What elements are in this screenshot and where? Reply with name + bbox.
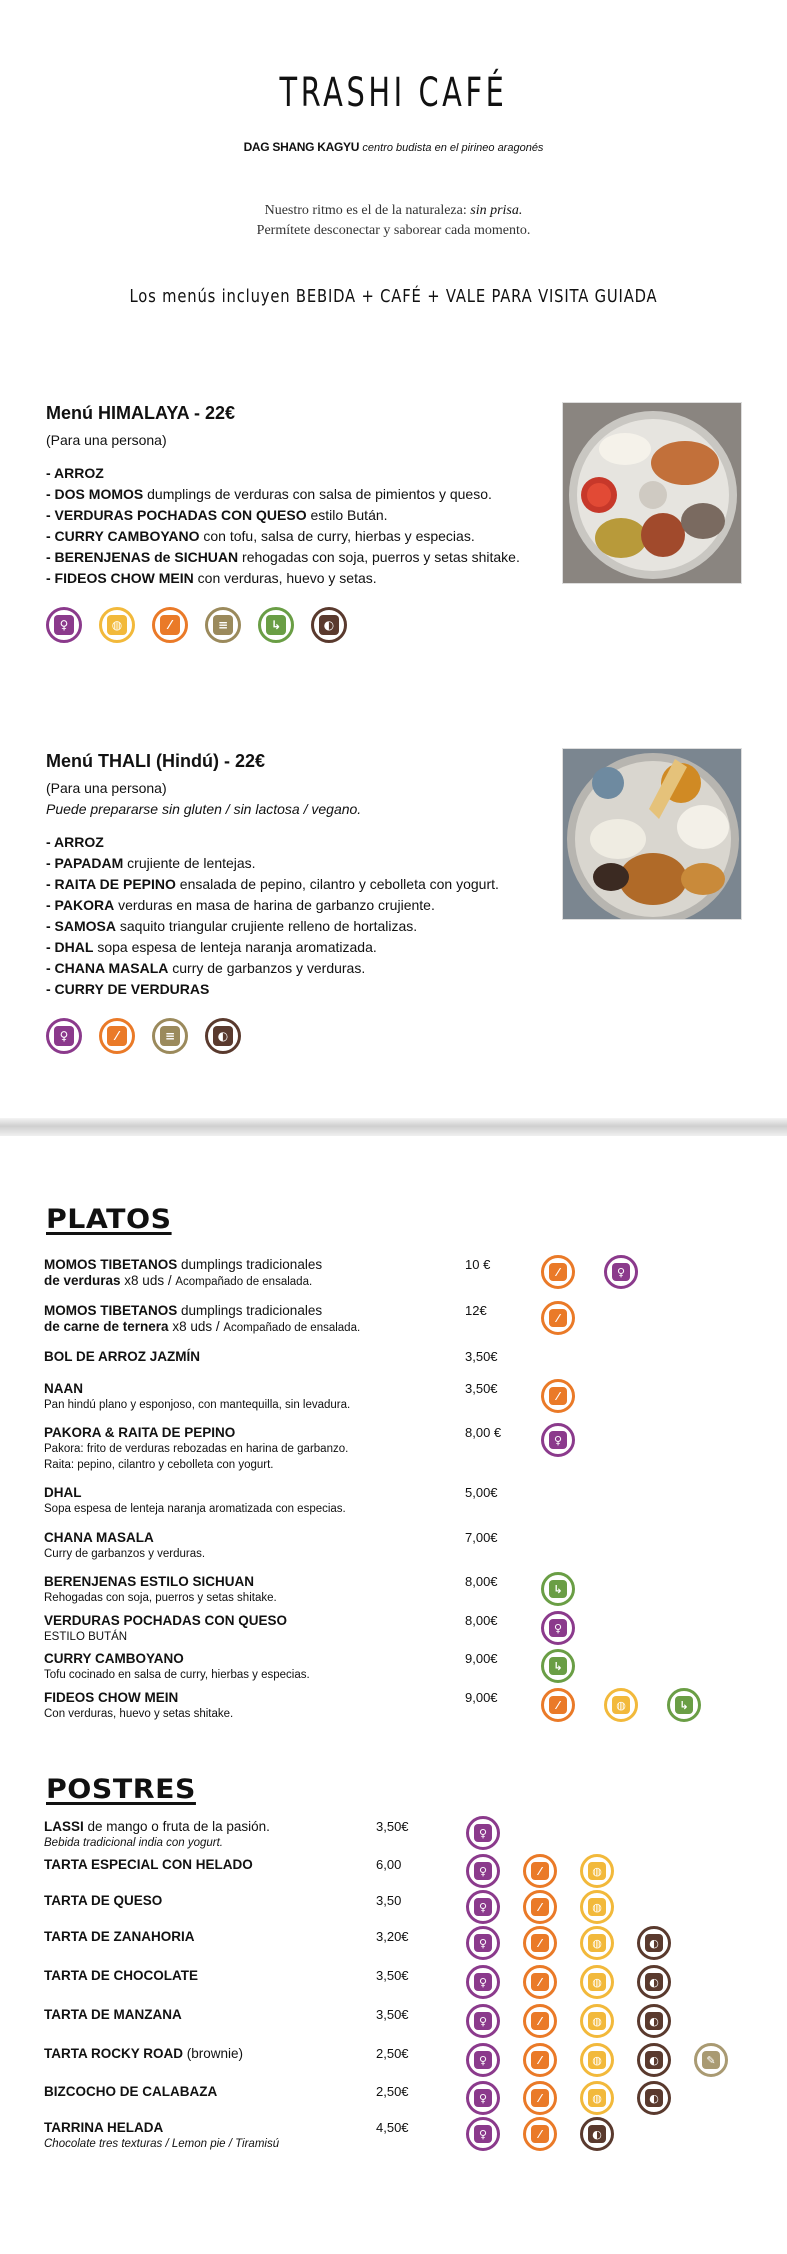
page-title: TRASHI CAFÉ xyxy=(279,70,508,116)
postre-name-rest: de mango o fruta de la pasión. xyxy=(83,1819,270,1834)
platos-title: PLATOS xyxy=(46,1204,172,1235)
menu-item xyxy=(46,463,566,484)
menu-himalaya-note: (Para una persona) xyxy=(46,432,167,448)
allergen-brown-icon: ◐ xyxy=(637,2004,671,2038)
allergen-yellow-icon: ◍ xyxy=(580,1890,614,1924)
menu-item-name: - CHANA MASALA xyxy=(46,960,169,976)
postre-allergens xyxy=(466,1965,671,1999)
plato-name: PAKORA & RAITA DE PEPINO xyxy=(44,1425,236,1440)
menu-item-name: - BERENJENAS de SICHUAN xyxy=(46,549,239,565)
allergen-purple-icon: ♀ xyxy=(541,1423,575,1457)
menu-item-name: - ARROZ xyxy=(46,465,104,481)
menu-thali-note-italic: Puede prepararse sin gluten / sin lactosa / vegano. xyxy=(46,801,362,817)
plato-name-line2: de verduras xyxy=(44,1273,121,1288)
plato-name: VERDURAS POCHADAS CON QUESO xyxy=(44,1613,288,1628)
postre-name: TARTA DE MANZANA xyxy=(44,2007,182,2022)
subtitle-italic: centro budista en el pirineo aragonés xyxy=(362,142,544,154)
plato-name-rest: dumplings tradicionales xyxy=(177,1303,323,1318)
allergen-orange-icon: ⁄ xyxy=(541,1255,575,1289)
allergen-purple-icon: ♀ xyxy=(46,607,82,643)
plato-desc: ESTILO BUTÁN xyxy=(44,1631,128,1643)
menu-item xyxy=(46,832,586,853)
plato-price: 12€ xyxy=(465,1303,487,1318)
plato-row xyxy=(44,1349,200,1365)
postre-desc: Chocolate tres texturas / Lemon pie / Tiramisú xyxy=(44,2138,280,2150)
menu-item xyxy=(46,568,566,589)
menu-himalaya-badges xyxy=(46,607,566,643)
allergen-yellow-icon: ◍ xyxy=(580,1926,614,1960)
menu-item-desc: saquito triangular crujiente relleno de hortalizas. xyxy=(116,918,418,934)
postre-name: TARTA ROCKY ROAD xyxy=(44,2046,183,2061)
motto-line2: Permítete desconectar y saborear cada momento. xyxy=(256,223,531,238)
allergen-brown-icon: ◐ xyxy=(637,2081,671,2115)
menu-includes-note xyxy=(71,286,716,307)
plato-price: 8,00€ xyxy=(465,1613,498,1628)
allergen-khaki-icon: ✎ xyxy=(694,2043,728,2077)
plato-price: 9,00€ xyxy=(465,1651,498,1666)
postre-name: TARTA DE ZANAHORIA xyxy=(44,1929,195,1944)
menu-item xyxy=(46,505,566,526)
plato-name: FIDEOS CHOW MEIN xyxy=(44,1690,179,1705)
menu-item xyxy=(46,958,586,979)
allergen-tan-icon: ≡ xyxy=(205,607,241,643)
plato-name: DHAL xyxy=(44,1485,82,1500)
plato-row xyxy=(44,1257,322,1290)
plato-allergens xyxy=(541,1688,701,1722)
plato-allergens xyxy=(541,1379,575,1413)
menu-item xyxy=(46,979,586,1000)
plato-allergens xyxy=(541,1572,575,1606)
allergen-green-icon: ↳ xyxy=(667,1688,701,1722)
menu-himalaya-title: Menú HIMALAYA - 22€ xyxy=(46,403,236,423)
allergen-orange-icon: ⁄ xyxy=(523,1890,557,1924)
allergen-yellow-icon: ◍ xyxy=(580,1965,614,1999)
menu-item xyxy=(46,484,566,505)
allergen-brown-icon: ◐ xyxy=(311,607,347,643)
plato-row xyxy=(44,1485,346,1517)
allergen-orange-icon: ⁄ xyxy=(541,1379,575,1413)
allergen-purple-icon: ♀ xyxy=(466,2081,500,2115)
subtitle-bold: DAG SHANG KAGYU xyxy=(243,140,360,154)
allergen-orange-icon: ⁄ xyxy=(523,1926,557,1960)
motto xyxy=(0,201,787,241)
allergen-orange-icon: ⁄ xyxy=(541,1301,575,1335)
plato-name: NAAN xyxy=(44,1381,83,1396)
plato-side: Acompañado de ensalada. xyxy=(223,1322,361,1334)
allergen-tan-icon: ≡ xyxy=(152,1018,188,1054)
plato-row xyxy=(44,1574,277,1606)
postre-allergens xyxy=(466,2043,728,2077)
menu-thali xyxy=(46,748,586,1054)
allergen-brown-icon: ◐ xyxy=(637,2043,671,2077)
allergen-yellow-icon: ◍ xyxy=(580,1854,614,1888)
plato-desc: Rehogadas con soja, puerros y setas shitake. xyxy=(44,1592,277,1604)
allergen-purple-icon: ♀ xyxy=(541,1611,575,1645)
postre-price: 6,00 xyxy=(376,1857,402,1872)
menu-item-name: - CURRY DE VERDURAS xyxy=(46,981,210,997)
plato-qty: x8 uds / xyxy=(120,1273,176,1288)
plato-name: CHANA MASALA xyxy=(44,1530,154,1545)
plato-price: 3,50€ xyxy=(465,1381,498,1396)
postre-row xyxy=(44,2084,217,2100)
postre-name: TARTA DE QUESO xyxy=(44,1893,163,1908)
plato-row xyxy=(44,1651,310,1683)
allergen-purple-icon: ♀ xyxy=(466,1854,500,1888)
postre-price: 2,50€ xyxy=(376,2046,409,2061)
plato-name-rest: dumplings tradicionales xyxy=(177,1257,323,1272)
postre-name: BIZCOCHO DE CALABAZA xyxy=(44,2084,218,2099)
allergen-yellow-icon: ◍ xyxy=(99,607,135,643)
plato-allergens xyxy=(541,1649,575,1683)
plato-name: CURRY CAMBOYANO xyxy=(44,1651,184,1666)
plato-price: 7,00€ xyxy=(465,1530,498,1545)
menu-item-desc: rehogadas con soja, puerros y setas shitake. xyxy=(238,549,520,565)
plato-name-line2: de carne de ternera xyxy=(44,1319,169,1334)
plato-desc: Tofu cocinado en salsa de curry, hierbas y especias. xyxy=(44,1669,310,1681)
postre-price: 2,50€ xyxy=(376,2084,409,2099)
plato-name: MOMOS TIBETANOS xyxy=(44,1303,178,1318)
menu-item-name: - FIDEOS CHOW MEIN xyxy=(46,570,194,586)
plato-row xyxy=(44,1303,360,1336)
page-subtitle xyxy=(0,140,787,154)
postre-allergens xyxy=(466,2004,671,2038)
allergen-green-icon: ↳ xyxy=(541,1572,575,1606)
allergen-brown-icon: ◐ xyxy=(580,2117,614,2151)
allergen-orange-icon: ⁄ xyxy=(99,1018,135,1054)
plato-price: 8,00 € xyxy=(465,1425,502,1440)
postre-price: 3,50€ xyxy=(376,1819,409,1834)
menu-item-desc: dumplings de verduras con salsa de pimientos y queso. xyxy=(143,486,492,502)
plato-price: 3,50€ xyxy=(465,1349,498,1364)
postre-allergens xyxy=(466,1816,500,1850)
allergen-purple-icon: ♀ xyxy=(466,2043,500,2077)
menu-item xyxy=(46,895,586,916)
plato-row xyxy=(44,1530,205,1562)
postre-price: 3,50€ xyxy=(376,2007,409,2022)
menu-item-desc: crujiente de lentejas. xyxy=(123,855,256,871)
postre-desc: Bebida tradicional india con yogurt. xyxy=(44,1837,224,1849)
menu-item-name: - DHAL xyxy=(46,939,94,955)
plato-name: BERENJENAS ESTILO SICHUAN xyxy=(44,1574,255,1589)
postre-row xyxy=(44,1968,198,1984)
plato-desc: Pakora: frito de verduras rebozadas en harina de garbanzo. xyxy=(44,1443,349,1455)
menu-item-desc: estilo Bután. xyxy=(306,507,388,523)
allergen-purple-icon: ♀ xyxy=(46,1018,82,1054)
menu-item-desc: curry de garbanzos y verduras. xyxy=(168,960,366,976)
menu-thali-badges xyxy=(46,1018,586,1054)
menu-item xyxy=(46,526,566,547)
plato-allergens xyxy=(541,1301,575,1335)
allergen-orange-icon: ⁄ xyxy=(523,1965,557,1999)
menu-item xyxy=(46,937,586,958)
postre-row xyxy=(44,1819,270,1851)
plato-row xyxy=(44,1690,233,1722)
menu-item xyxy=(46,874,586,895)
motto-line1-a: Nuestro ritmo es el de la naturaleza: xyxy=(264,203,467,218)
postre-name: TARRINA HELADA xyxy=(44,2120,164,2135)
menu-thali-note: (Para una persona) xyxy=(46,780,167,796)
allergen-orange-icon: ⁄ xyxy=(523,2043,557,2077)
allergen-yellow-icon: ◍ xyxy=(580,2081,614,2115)
menu-item xyxy=(46,547,566,568)
menu-item-name: - PAPADAM xyxy=(46,855,124,871)
menu-item-desc: verduras en masa de harina de garbanzo crujiente. xyxy=(114,897,435,913)
menu-item-desc: con verduras, huevo y setas. xyxy=(193,570,377,586)
menu-himalaya-photo xyxy=(562,402,742,584)
menu-item-desc: con tofu, salsa de curry, hierbas y especias. xyxy=(199,528,475,544)
allergen-orange-icon: ⁄ xyxy=(523,2004,557,2038)
postres-title: POSTRES xyxy=(46,1774,196,1805)
plato-desc: Sopa espesa de lenteja naranja aromatizada con especias. xyxy=(44,1503,346,1515)
allergen-purple-icon: ♀ xyxy=(604,1255,638,1289)
postre-name-rest: (brownie) xyxy=(183,2046,244,2061)
plato-price: 9,00€ xyxy=(465,1690,498,1705)
menu-thali-photo xyxy=(562,748,742,920)
allergen-yellow-icon: ◍ xyxy=(604,1688,638,1722)
plato-allergens xyxy=(541,1255,638,1289)
allergen-orange-icon: ⁄ xyxy=(152,607,188,643)
postre-price: 3,50 xyxy=(376,1893,402,1908)
postre-allergens xyxy=(466,2117,614,2151)
menu-thali-items xyxy=(46,832,586,1000)
plato-qty: x8 uds / xyxy=(168,1319,224,1334)
postre-row xyxy=(44,1893,162,1909)
allergen-yellow-icon: ◍ xyxy=(580,2043,614,2077)
motto-line1-b: sin prisa. xyxy=(470,203,523,218)
plato-price: 10 € xyxy=(465,1257,491,1272)
plato-desc: Curry de garbanzos y verduras. xyxy=(44,1548,206,1560)
allergen-brown-icon: ◐ xyxy=(637,1965,671,1999)
plato-name: MOMOS TIBETANOS xyxy=(44,1257,178,1272)
menu-item-desc: sopa espesa de lenteja naranja aromatizada. xyxy=(93,939,377,955)
plato-allergens xyxy=(541,1423,575,1457)
postre-allergens xyxy=(466,1854,614,1888)
menu-item-name: - RAITA DE PEPINO xyxy=(46,876,176,892)
allergen-orange-icon: ⁄ xyxy=(523,2081,557,2115)
plato-row xyxy=(44,1381,350,1413)
postre-row xyxy=(44,2120,279,2152)
postre-price: 4,50€ xyxy=(376,2120,409,2135)
allergen-brown-icon: ◐ xyxy=(205,1018,241,1054)
allergen-orange-icon: ⁄ xyxy=(541,1688,575,1722)
postre-row xyxy=(44,1929,194,1945)
plato-side: Acompañado de ensalada. xyxy=(175,1276,313,1288)
section-divider xyxy=(0,1118,787,1136)
postre-allergens xyxy=(466,2081,671,2115)
plato-desc: Pan hindú plano y esponjoso, con mantequilla, sin levadura. xyxy=(44,1399,351,1411)
menu-item-name: - VERDURAS POCHADAS CON QUESO xyxy=(46,507,307,523)
postre-row xyxy=(44,2007,182,2023)
allergen-purple-icon: ♀ xyxy=(466,2004,500,2038)
plato-name: BOL DE ARROZ JAZMÍN xyxy=(44,1349,201,1364)
menu-item-name: - SAMOSA xyxy=(46,918,116,934)
allergen-orange-icon: ⁄ xyxy=(523,2117,557,2151)
plato-row xyxy=(44,1613,287,1645)
postre-allergens xyxy=(466,1890,614,1924)
menu-item-name: - DOS MOMOS xyxy=(46,486,144,502)
plato-price: 5,00€ xyxy=(465,1485,498,1500)
postre-name: TARTA DE CHOCOLATE xyxy=(44,1968,198,1983)
plato-row xyxy=(44,1425,348,1473)
menu-himalaya-items xyxy=(46,463,566,589)
allergen-purple-icon: ♀ xyxy=(466,1816,500,1850)
includes-a: Los menús incluyen xyxy=(129,286,291,307)
postre-row xyxy=(44,2046,243,2062)
menu-thali-title: Menú THALI (Hindú) - 22€ xyxy=(46,751,265,771)
postre-row xyxy=(44,1857,253,1873)
postre-name: LASSI xyxy=(44,1819,84,1834)
postre-price: 3,20€ xyxy=(376,1929,409,1944)
includes-b: BEBIDA + CAFÉ + VALE PARA VISITA GUIADA xyxy=(295,286,658,307)
menu-item xyxy=(46,916,586,937)
menu-item-name: - PAKORA xyxy=(46,897,115,913)
postre-allergens xyxy=(466,1926,671,1960)
plato-price: 8,00€ xyxy=(465,1574,498,1589)
allergen-brown-icon: ◐ xyxy=(637,1926,671,1960)
allergen-purple-icon: ♀ xyxy=(466,1926,500,1960)
allergen-green-icon: ↳ xyxy=(541,1649,575,1683)
postre-name: TARTA ESPECIAL CON HELADO xyxy=(44,1857,253,1872)
menu-himalaya xyxy=(46,400,566,643)
menu-item-name: - CURRY CAMBOYANO xyxy=(46,528,200,544)
allergen-yellow-icon: ◍ xyxy=(580,2004,614,2038)
allergen-green-icon: ↳ xyxy=(258,607,294,643)
menu-item xyxy=(46,853,586,874)
allergen-orange-icon: ⁄ xyxy=(523,1854,557,1888)
allergen-purple-icon: ♀ xyxy=(466,2117,500,2151)
plato-allergens xyxy=(541,1611,575,1645)
postre-price: 3,50€ xyxy=(376,1968,409,1983)
menu-item-desc: ensalada de pepino, cilantro y cebolleta con yogurt. xyxy=(175,876,499,892)
plato-desc: Con verduras, huevo y setas shitake. xyxy=(44,1708,234,1720)
plato-desc: Raita: pepino, cilantro y cebolleta con yogurt. xyxy=(44,1459,274,1471)
menu-item-name: - ARROZ xyxy=(46,834,104,850)
allergen-purple-icon: ♀ xyxy=(466,1890,500,1924)
allergen-purple-icon: ♀ xyxy=(466,1965,500,1999)
